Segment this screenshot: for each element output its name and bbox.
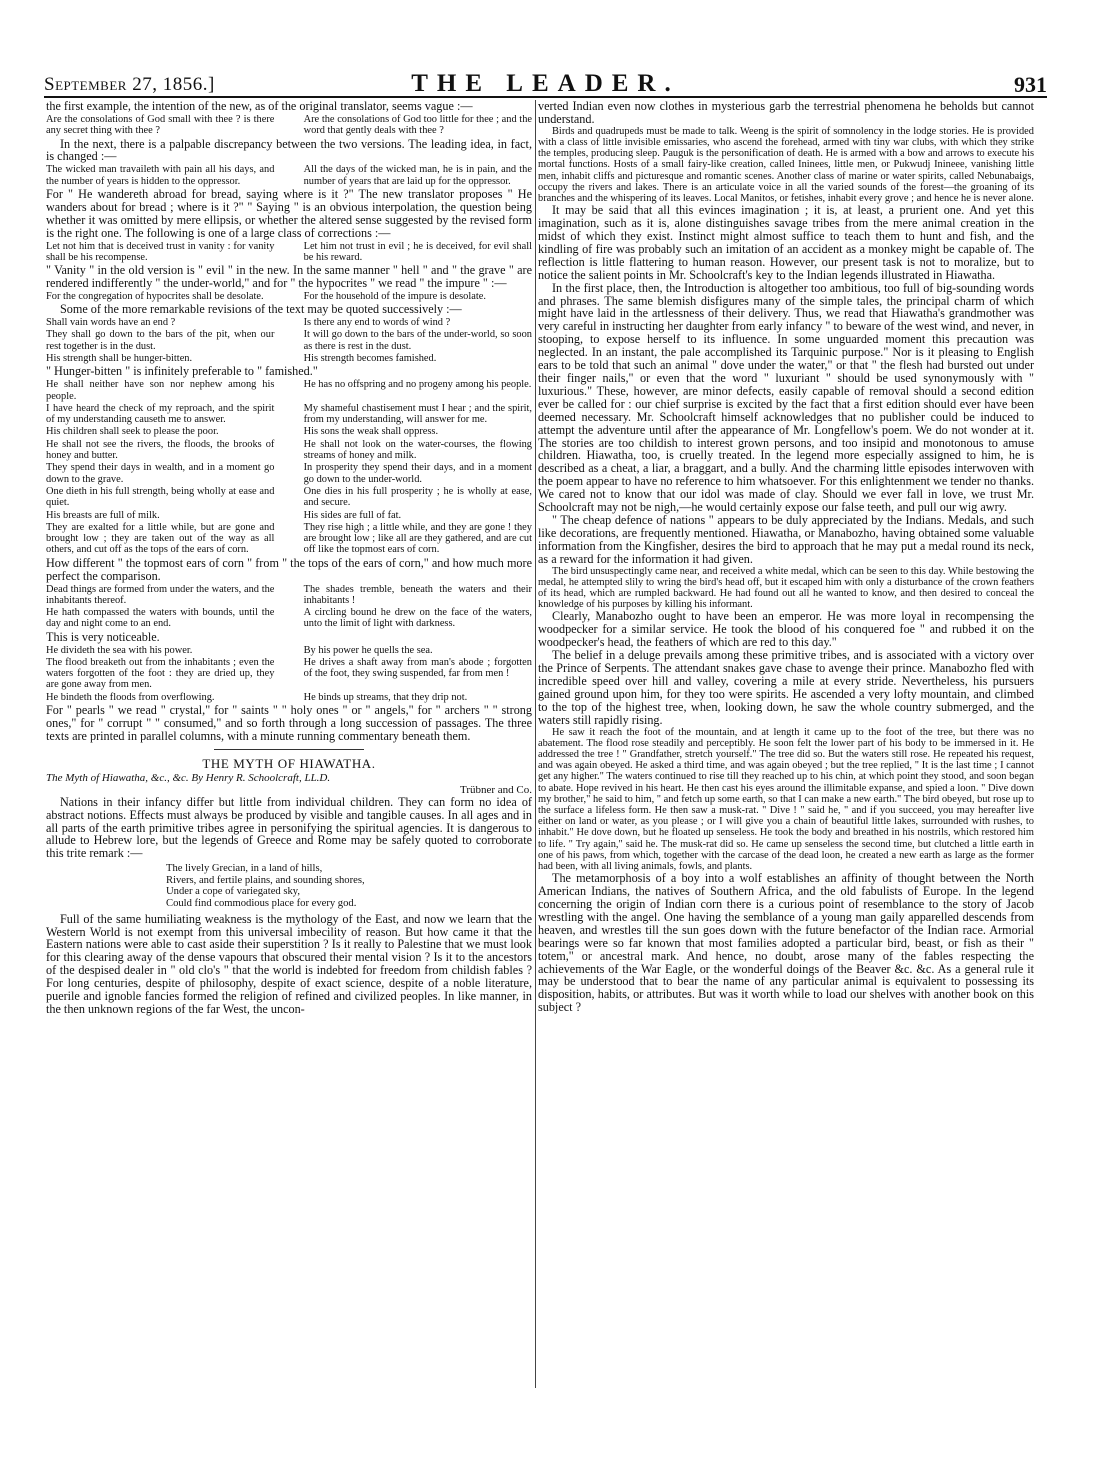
new-version: Is there any end to words of wind ? (303, 317, 451, 329)
comparison-row (46, 462, 532, 485)
new-version: A circling bound he drew on the face of the waters, unto the limit of light with darkness. (303, 607, 532, 630)
quoted-extract: The bird unsuspectingly came near, and received a white medal, which can be seen to this day. While bestowing the medal, he attempted slily to wring the bird's head off, but it escaped him with only a disturbance of the crown feathers of its head, which are rumpled backward. He had found out all he wanted to know, and then desired to conceal the knowledge of his purposes by killing his informant. (538, 565, 1034, 611)
paragraph: For " He wandereth abroad for bread, saying where is it ?" The new translator proposes " He wanders about for bread ; where is it ?" " Saying " is an obvious interpolation, the question being whether it was omitted by mere ellipsis, or whether the altered sense suggested by the revised form is the right one. The following is one of a large class of corrections :— (46, 186, 532, 240)
comparison-row (46, 692, 532, 703)
paragraph: " The cheap defence of nations " appears to be duly appreciated by the Indians. Medals, and such like decorations, are frequently mentioned. Hiawatha, or Manabozho, having obtained some valuable information from the Kingfisher, desires the bird to approach that he may put a medal round its neck, as a reward for the information it had given. (538, 512, 1034, 566)
paragraph: Some of the more remarkable revisions of the text may be quoted successively :— (60, 302, 462, 317)
poem-line: Rivers, and fertile plains, and sounding shores, (166, 874, 365, 886)
byline-text: The Myth of Hiawatha, &c., &c. By Henry R. Schoolcraft, LL.D. (46, 771, 331, 784)
review-byline (46, 772, 532, 784)
old-version: Dead things are formed from under the waters, and the inhabitants thereof. (46, 583, 275, 606)
new-version: All the days of the wicked man, he is in pain, and the number of years that are laid up for the oppressor. (303, 164, 532, 187)
column-divider (535, 100, 536, 1388)
comparison-row (46, 510, 532, 521)
paragraph: How different " the topmost ears of corn " from " the tops of the ears of corn," and how much more perfect the comparison. (46, 555, 532, 583)
old-version: They spend their days in wealth, and in a moment go down to the grave. (46, 462, 275, 485)
page-number: 931 (1014, 72, 1047, 97)
old-version: He hath compassed the waters with bounds, until the day and night come to an end. (46, 607, 275, 630)
new-version: By his power he quells the sea. (303, 644, 433, 656)
left-column (46, 100, 532, 1016)
comparison-row (46, 317, 532, 328)
comparison-row (46, 657, 532, 691)
comparison-row (46, 164, 532, 187)
paragraph: The metamorphosis of a boy into a wolf establishes an affinity of thought between the North American Indians, the natives of Southern Africa, and the old fabulists of Europe. In the legend concerning the origin of Indian corn there is a curious point of resemblance to the story of Jacob wrestling with the angel. One having the semblance of a young man gaily apparelled descends from heaven, and wrestles till the sun goes down with the future benefactor of the Indian race. Armorial bearings were so far known that most families adopted a particular bird, beast, or fish as their " totem," or ancestral mark. And hence, no doubt, arose many of the fables respecting the achievements of the War Eagle, or the wonderful doings of the Beaver &c. &c. As a general rule it may be understood that to bear the name of any particular animal is equivalent to possessing its disposition, habits, or attributes. But was it worth while to load our shelves with another book on this subject ? (538, 871, 1034, 1015)
new-version: He shall not look on the water-courses, the flowing streams of honey and milk. (303, 438, 532, 462)
old-version: Shall vain words have an end ? (46, 317, 176, 329)
paragraph: The belief in a deluge prevails among these primitive tribes, and is associated with a victory over the Prince of Serpents. The attendant snakes gave chase to avenge their prince. Manabozho fled with incredible speed over hill and valley, covering a mile at every stride. Nevertheless, his pursuers gained ground upon him, for they too were spirits. He ascended a very lofty mountain, and climbed to the top of the highest tree, when, looking down, he saw the whole country submerged, and the waters still rapidly rising. (538, 648, 1034, 727)
new-version: It will go down to the bars of the under-world, so soon as there is rest in the dust. (303, 329, 532, 352)
paragraph: " Hunger-bitten " is infinitely preferable to " famished." (46, 364, 318, 379)
comparison-row (46, 353, 532, 364)
quoted-extract: He saw it reach the foot of the mountain, and at length it came up to the foot of the tree, but there was no abatement. The flood rose steadily and perceptibly. He soon felt the lower part of his body to be immersed in it. He addressed the tree ! " Grandfather, stretch yourself." The tree did so. But the waters still rose. He repeated his request, and was again obeyed. He asked a third time, and was again obeyed ; but the tree replied, " It is the last time ; I cannot get any higher." The waters continued to rise till they reached up to his chin, at which point they stood, and soon began to abate. Hope revived in his heart. He then cast his eyes around the illimitable expanse, and spied a loon. " Dive down my brother," he said to him, " and fetch up some earth, so that I can make a new earth." The bird obeyed, but rose up to the surface a lifeless form. He then saw a musk-rat. " Dive ! " said he, " and if you succeed, you may hereafter live either on land or water, as you please ; or I will give you a chain of beautiful little lakes, surrounded with rushes, to inhabit." He dove down, but he floated up senseless. He took the body and breathed in his nostrils, which restored him to life. " Try again," said he. The musk-rat did so. He came up senseless the second time, but clutched a little earth in one of his paws, from which, together with the carcase of the dead loon, he created a new earth as large as the former had been, with all living animals, fowls, and plants. (538, 726, 1034, 873)
poem-line: The lively Grecian, in a land of hills, (166, 863, 323, 875)
paragraph: In the first place, then, the Introduction is altogether too ambitious, too full of big-sounding words and phrases. The same blemish disfigures many of the simple tales, the principal charm of which might have laid in the artlessness of their delivery. Thus, we read that Hiawatha's grandmother was very careful in instructing her daughter from early infancy " to beware of the west wind, and never, in stooping, to expose herself to its influence. In some unguarded moment this precaution was neglected. In an instant, the pale accomplished its Tarquinic purpose." Nor is it pleasing to English ears to be told that such an animal " dove under the water," or that " the flesh had bursted out under their finger nails," or even that the word " luxuriant " should be used synonymously with " luxurious." These, however, are minor defects, easily capable of removal should a second edition ever be called for : our chief surprise is excited by the fact that a first edition should ever have been deemed necessary. Mr. Schoolcraft himself acknowledges that no publisher could be induced to attempt the adventure until after the appearance of Mr. Longfellow's poem. We do not wonder at it. The stories are too childish to interest grown persons, and too insipid and monotonous to amuse children. Hiawatha, too, is cruelly treated. In the legend more especially assigned to him, he is described as a cheat, a liar, a braggart, and a bully. And the charming little episodes interwoven with the poem appear to have no reference to him whatsoever. For this enlightenment we tender no thanks. We cared not to know that our idol was made of clay. Should we ever fall in love, we trust Mr. Schoolcraft may not be nigh,—he would certainly expose our false teeth, and pull our wig awry. (538, 280, 1034, 515)
old-version: The flood breaketh out from the inhabitants ; even the waters forgotten of the foot : they are dried up, they are gone away from men. (46, 656, 275, 691)
old-version: He shall neither have son nor nephew among his people. (46, 379, 275, 402)
paragraph: Full of the same humiliating weakness is the mythology of the East, and now we learn that the Western World is not exempt from this universal imbecility of reason. But how came it that the Eastern nations were able to cast aside their superstition ? Is it really to Palestine that we must look for this clearing away of the dense vapours that obscured their mental vision ? Is it to the ancestors of the despised dealer in " old clo's " that the world is indebted for freedom from childish fables ? For long centuries, despite of philosophy, despite of exact science, despite of a noble literature, puerile and ignoble fancies formed the religion of refined and civilized peoples. In like manner, in the then unknown regions of the far West, the uncon- (46, 911, 532, 1016)
new-version: His strength becomes famished. (303, 353, 437, 365)
comparison-row (46, 439, 532, 462)
comparison-row (46, 645, 532, 656)
section-rule (214, 749, 364, 750)
old-version: Are the consolations of God small with thee ? is there any secret thing with thee ? (46, 113, 275, 137)
paragraph: " Vanity " in the old version is " evil " in the new. In the same manner " hell " and " the grave " are rendered indifferently " the under-world," and for " the hypocrites " we read " the impure " :— (46, 263, 532, 291)
page-header (44, 68, 1047, 96)
new-version: They rise high ; a little while, and they are gone ! they are brought low ; like all are they gathered, and are cut off like the topmost ears of corn. (303, 521, 532, 556)
comparison-row (46, 486, 532, 509)
old-version: One dieth in his full strength, being wholly at ease and quiet. (46, 485, 275, 509)
old-version: His strength shall be hunger-bitten. (46, 353, 193, 365)
comparison-row (46, 241, 532, 264)
new-version: His sides are full of fat. (303, 509, 402, 521)
old-version: He divideth the sea with his power. (46, 644, 193, 656)
header-rule (44, 96, 1047, 98)
new-version: His sons the weak shall oppress. (303, 426, 439, 438)
paragraph: In the next, there is a palpable discrepancy between the two versions. The leading idea, in fact, is changed :— (46, 136, 532, 164)
paragraph: Nations in their infancy differ but little from individual children. They can form no idea of abstract notions. Effects must always be produced by visible and tangible causes. In all ages and in all parts of the earth primitive tribes agree in personifying the spiritual agencies. It is dangerous to allude to Hebrew lore, but the legends of Greece and Rome may be safely quoted to corroborate this trite remark :— (46, 794, 532, 861)
comparison-row (46, 291, 532, 302)
poem-line: Under a cope of variegated sky, (166, 886, 301, 898)
comparison-row (46, 114, 532, 137)
paragraph: Clearly, Manabozho ought to have been an emperor. He was more loyal in recompensing the woodpecker for a similar service. He took the blood of his conquered foe " and rubbed it on the woodpecker's head, the feathers of which are red to this day." (538, 609, 1034, 650)
old-version: For the congregation of hypocrites shall be desolate. (46, 290, 264, 302)
paragraph: the first example, the intention of the new, as of the original translator, seems vague :— (46, 99, 473, 113)
old-version: His children shall seek to please the poor. (46, 426, 219, 438)
new-version: For the household of the impure is desolate. (303, 290, 486, 302)
right-column (538, 100, 1034, 1014)
quoted-extract: Birds and quadrupeds must be made to talk. Weeng is the spirit of somnolency in the lodge stories. He is provided with a class of little invisible emissaries, who ascend the forehead, armed with tiny war clubs, with which they strike the temples, producing sleep. Pauguk is the personification of death. He is armed with a bow and arrows to execute his mortal functions. Hosts of a small fairy-like creation, called Ininees, little men, or Pukwudj Inineee, vanishing little men, inhabit cliffs and picturesque and romantic scenes. Another class of marine or water spirits, called Nebunabaigs, occupy the rivers and lakes. There is an articulate voice in all the varied sounds of the forest—the groaning of its branches and the whispering of its leaves. Local Manitos, or fetishes, inhabit every grove ; and hence he is never alone. (538, 125, 1034, 205)
old-version: They shall go down to the bars of the pit, when our rest together is in the dust. (46, 329, 275, 352)
poem-quote (166, 863, 532, 909)
comparison-row (46, 607, 532, 630)
poem-line: Could find commodious place for every god. (166, 898, 357, 910)
new-version: One dies in his full prosperity ; he is wholly at ease, and secure. (303, 485, 532, 509)
old-version: They are exalted for a little while, but are gone and brought low ; they are taken out of the way as all others, and cut off as the tops of the ears of corn. (46, 521, 275, 556)
section-title: THE MYTH OF HIAWATHA. (202, 755, 376, 771)
issue-date: September 27, 1856.] (44, 74, 215, 95)
new-version: He binds up streams, that they drip not. (303, 691, 468, 703)
paragraph: It may be said that all this evinces imagination ; it is, at least, a prurient one. And yet this imagination, such as it is, alone distinguishes savage tribes from the mere animal creation in the midst of which they exist. Instinct might almost suffice to teach them to hunt and fish, and the kindling of fire was probably such an imitation of an accident as a monkey might be capable of. The reflection is little flattering to human reason. However, our present task is not to moralize, but to notice the salient points in Mr. Schoolcraft's key to the Indian legends illustrated in Hiawatha. (538, 203, 1034, 282)
comparison-row (46, 379, 532, 402)
comparison-row (46, 584, 532, 607)
paragraph: verted Indian even now clothes in mysterious garb the terrestrial phenomena he beholds but cannot understand. (538, 99, 1034, 126)
paragraph: For " pearls " we read " crystal," for " saints " " holy ones " or " angels," for " archers " " strong ones," for " corrupt " " consumed," and so forth through a long succession of passages. The three texts are printed in parallel columns, with a minute running commentary beneath them. (46, 703, 532, 743)
new-version: Let him not trust in evil ; he is deceived, for evil shall be his reward. (303, 240, 532, 263)
new-version: My shameful chastisement must I hear ; and the spirit, from my understanding, will answer for me. (303, 402, 532, 426)
comparison-row (46, 403, 532, 426)
publisher: Trübner and Co. (459, 783, 532, 796)
old-version: Let not him that is deceived trust in vanity : for vanity shall be his recompense. (46, 240, 275, 263)
old-version: He bindeth the floods from overflowing. (46, 691, 215, 703)
old-version: I have heard the check of my reproach, and the spirit of my understanding causeth me to answer. (46, 402, 275, 426)
comparison-row (46, 426, 532, 437)
comparison-row (46, 522, 532, 556)
new-version: He has no offspring and no progeny among his people. (303, 379, 532, 391)
comparison-row (46, 329, 532, 352)
new-version: He drives a shaft away from man's abode ; forgotten of the foot, they swing suspended, far from men ! (303, 656, 532, 680)
newspaper-title: THE LEADER. (411, 70, 680, 97)
new-version: In prosperity they spend their days, and in a moment go down to the under-world. (303, 462, 532, 485)
old-version: The wicked man travaileth with pain all his days, and the number of years is hidden to the oppressor. (46, 164, 275, 187)
new-version: The shades tremble, beneath the waters and their inhabitants ! (303, 583, 532, 606)
new-version: Are the consolations of God too little for thee ; and the word that gently deals with thee ? (303, 113, 532, 137)
paragraph: This is very noticeable. (46, 629, 160, 644)
old-version: His breasts are full of milk. (46, 509, 160, 521)
old-version: He shall not see the rivers, the floods, the brooks of honey and butter. (46, 438, 275, 462)
